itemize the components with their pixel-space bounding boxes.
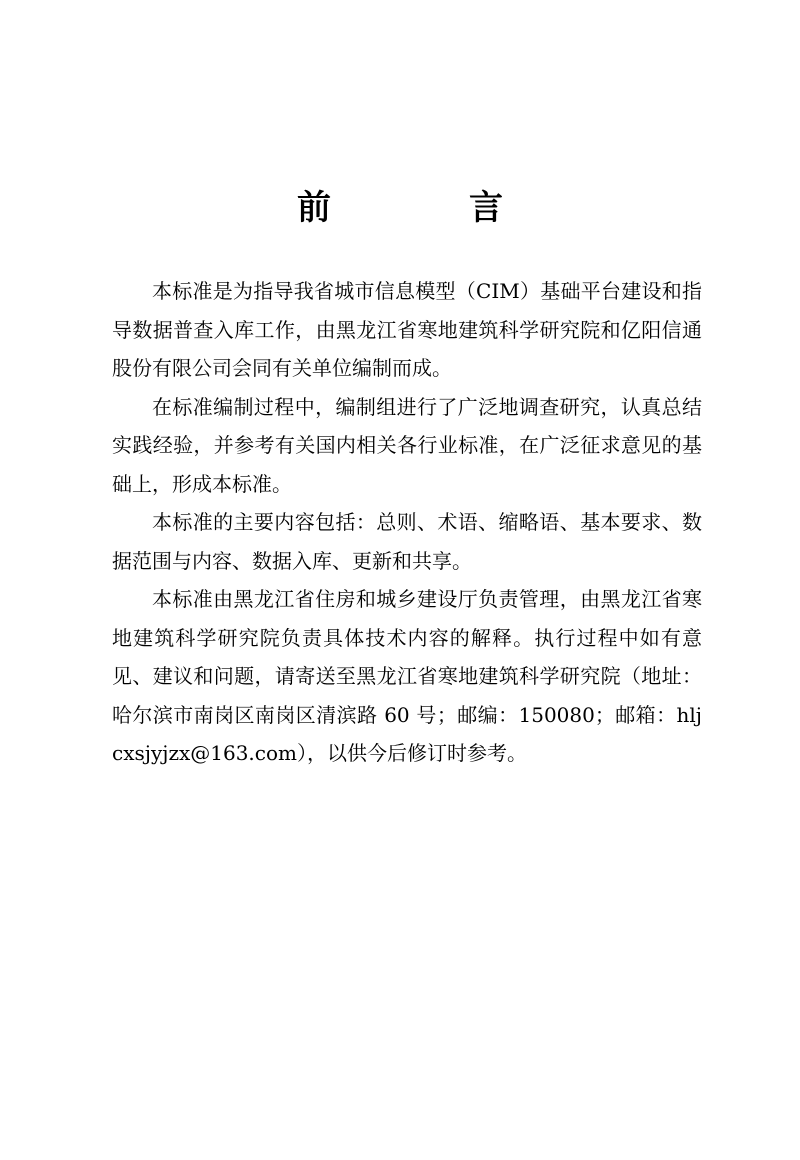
paragraph-process: 在标准编制过程中，编制组进行了广泛地调查研究，认真总结实践经验，并参考有关国内相关各行业标准，在广泛征求意见的基础上，形成本标准。 [112, 394, 702, 496]
page-title: 前 言 [297, 188, 555, 228]
paragraph-management: 本标准由黑龙江省住房和城乡建设厅负责管理，由黑龙江省寒地建筑科学研究院负责具体技术内容的解释。执行过程中如有意见、建议和问题，请寄送至黑龙江省寒地建筑科学研究院（地址：哈尔滨市南岗区南岗区清滨路 60 号；邮编：150080；邮箱：hljcxsjyjzx@163.com），以供今后修订时参考。 [112, 587, 702, 765]
preface-body [112, 272, 702, 773]
paragraph-contents: 本标准的主要内容包括：总则、术语、缩略语、基本要求、数据范围与内容、数据入库、更新和共享。 [112, 510, 702, 573]
paragraph-purpose: 本标准是为指导我省城市信息模型（CIM）基础平台建设和指导数据普查入库工作，由黑龙江省寒地建筑科学研究院和亿阳信通股份有限公司会同有关单位编制而成。 [112, 279, 702, 380]
